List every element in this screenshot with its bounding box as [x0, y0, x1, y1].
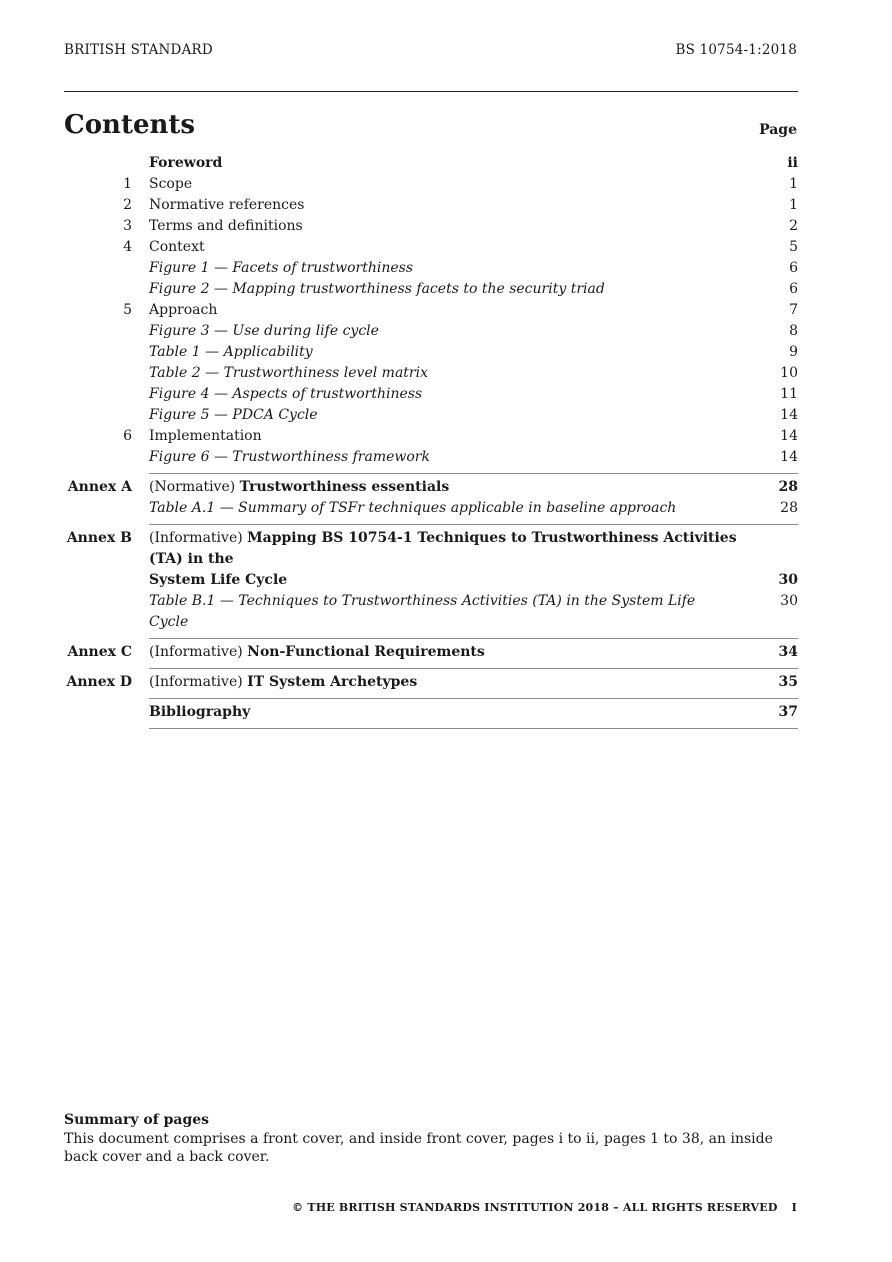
toc-entry-page: 9	[789, 344, 798, 360]
toc-entry-title: Figure 4 — Aspects of trustworthiness	[149, 386, 423, 402]
annex-a-table-title: Table A.1 — Summary of TSFr techniques applicable in baseline approach	[149, 500, 677, 516]
toc-entry-page: 6	[789, 260, 798, 276]
toc-entry[interactable]	[64, 342, 798, 363]
toc-entry-annex-d[interactable]	[64, 672, 798, 693]
toc-entry-title: Scope	[149, 176, 193, 192]
toc-entry-page: 6	[789, 281, 798, 297]
toc-entry-page: 2	[789, 218, 798, 234]
toc-entry-title: Figure 3 — Use during life cycle	[149, 323, 379, 339]
toc-entry-number: 1	[123, 176, 132, 192]
main-entries	[64, 153, 798, 468]
summary-title: Summary of pages	[64, 1112, 210, 1128]
toc-entry[interactable]	[64, 426, 798, 447]
annex-a-prefix: (Normative)	[149, 479, 236, 495]
annex-c-prefix: (Informative)	[149, 644, 243, 660]
toc-entry-bibliography[interactable]	[64, 702, 798, 723]
annex-b-title-line2: System Life Cycle	[149, 572, 288, 588]
toc-entry-page: 7	[789, 302, 798, 318]
toc-entry-title: Figure 5 — PDCA Cycle	[149, 407, 318, 423]
separator	[149, 473, 798, 474]
toc-entry-title: Normative references	[149, 197, 305, 213]
toc-entry[interactable]	[64, 216, 798, 237]
annex-a-label: Annex A	[67, 479, 132, 495]
header-rule	[64, 91, 798, 92]
header-standard-label: BRITISH STANDARD	[64, 42, 213, 58]
toc-entry-page: 8	[789, 323, 798, 339]
annex-a-table-page: 28	[780, 500, 798, 516]
annex-a-page: 28	[778, 479, 798, 495]
toc-entry[interactable]	[64, 258, 798, 279]
toc-entry[interactable]	[64, 405, 798, 426]
bibliography-title: Bibliography	[149, 704, 251, 720]
toc-entry[interactable]	[64, 447, 798, 468]
contents-title: Contents	[64, 110, 196, 140]
toc-entry-title: Table 2 — Trustworthiness level matrix	[149, 365, 428, 381]
toc-entry-title: Figure 2 — Mapping trustworthiness facets to the security triad	[149, 281, 605, 297]
toc-entry[interactable]	[64, 279, 798, 300]
toc-entry[interactable]	[64, 363, 798, 384]
toc-entry-title: Context	[149, 239, 205, 255]
separator	[149, 668, 798, 669]
annex-c-label: Annex C	[67, 644, 132, 660]
annex-a-title: Trustworthiness essentials	[239, 479, 450, 495]
bibliography-page: 37	[778, 704, 798, 720]
annex-b-table-title: Table B.1 — Techniques to Trustworthiness Activities (TA) in the System Life Cycle	[149, 593, 696, 630]
annex-c-page: 34	[778, 644, 798, 660]
toc-entry-page: 1	[789, 176, 798, 192]
footer-page-number: I	[791, 1201, 797, 1214]
toc-entry-title: Figure 1 — Facets of trustworthiness	[149, 260, 414, 276]
toc-entry-title: Implementation	[149, 428, 262, 444]
toc-entry[interactable]	[64, 153, 798, 174]
annex-d-label: Annex D	[66, 674, 132, 690]
toc-entry-annex-c[interactable]	[64, 642, 798, 663]
annex-b-table-page: 30	[780, 593, 798, 609]
toc-entry[interactable]	[64, 321, 798, 342]
toc-entry-title: Approach	[149, 302, 218, 318]
toc-entry-title: Foreword	[149, 155, 223, 171]
toc-entry-annex-b[interactable]	[64, 528, 798, 570]
separator	[149, 698, 798, 699]
annex-b-title-line1: Mapping BS 10754-1 Techniques to Trustworthiness Activities (TA) in the	[149, 530, 737, 567]
toc-entry-annex-b-table[interactable]	[64, 591, 798, 633]
toc-entry[interactable]	[64, 384, 798, 405]
toc-entry-annex-a[interactable]	[64, 477, 798, 498]
toc-entry-title: Figure 6 — Trustworthiness framework	[149, 449, 430, 465]
toc-entry-page: 10	[780, 365, 798, 381]
toc-entry-page: 14	[780, 407, 798, 423]
toc-entry-title: Terms and definitions	[149, 218, 303, 234]
toc-entry-annex-a-table[interactable]	[64, 498, 798, 519]
toc-entry-number: 4	[123, 239, 132, 255]
toc-entry-number: 6	[123, 428, 132, 444]
annex-b-label: Annex B	[66, 530, 132, 546]
annex-b-page: 30	[778, 572, 798, 588]
copyright-notice: © THE BRITISH STANDARDS INSTITUTION 2018 – ALL RIGHTS RESERVED	[292, 1201, 778, 1214]
toc-entry-annex-b-cont[interactable]	[64, 570, 798, 591]
toc-entry-number: 5	[123, 302, 132, 318]
toc-entry-page: 14	[780, 449, 798, 465]
toc-entry-number: 3	[123, 218, 132, 234]
footer	[292, 1201, 797, 1214]
toc-entry-page: 11	[780, 386, 798, 402]
separator	[149, 638, 798, 639]
annex-c-title: Non-Functional Requirements	[247, 644, 485, 660]
toc-entry[interactable]	[64, 174, 798, 195]
annex-d-title: IT System Archetypes	[247, 674, 418, 690]
annex-d-prefix: (Informative)	[149, 674, 243, 690]
summary-text: This document comprises a front cover, and inside front cover, pages i to ii, pages 1 to 38, an inside back cover and a back cover.	[64, 1130, 773, 1165]
toc-entry[interactable]	[64, 237, 798, 258]
toc-entry[interactable]	[64, 195, 798, 216]
toc-entry-title: Table 1 — Applicability	[149, 344, 313, 360]
toc-entry-page: 14	[780, 428, 798, 444]
page-column-label: Page	[759, 122, 797, 138]
separator	[149, 728, 798, 729]
header-standard-number: BS 10754-1:2018	[675, 42, 797, 58]
toc-entry-page: 1	[789, 197, 798, 213]
toc-entry-page: 5	[789, 239, 798, 255]
toc-entry-page: ii	[787, 155, 798, 171]
toc-entry-number: 2	[123, 197, 132, 213]
annex-d-page: 35	[778, 674, 798, 690]
annex-b-prefix: (Informative)	[149, 530, 243, 546]
separator	[149, 524, 798, 525]
toc-entry[interactable]	[64, 300, 798, 321]
table-of-contents	[64, 153, 798, 732]
summary-of-pages	[64, 1111, 798, 1167]
